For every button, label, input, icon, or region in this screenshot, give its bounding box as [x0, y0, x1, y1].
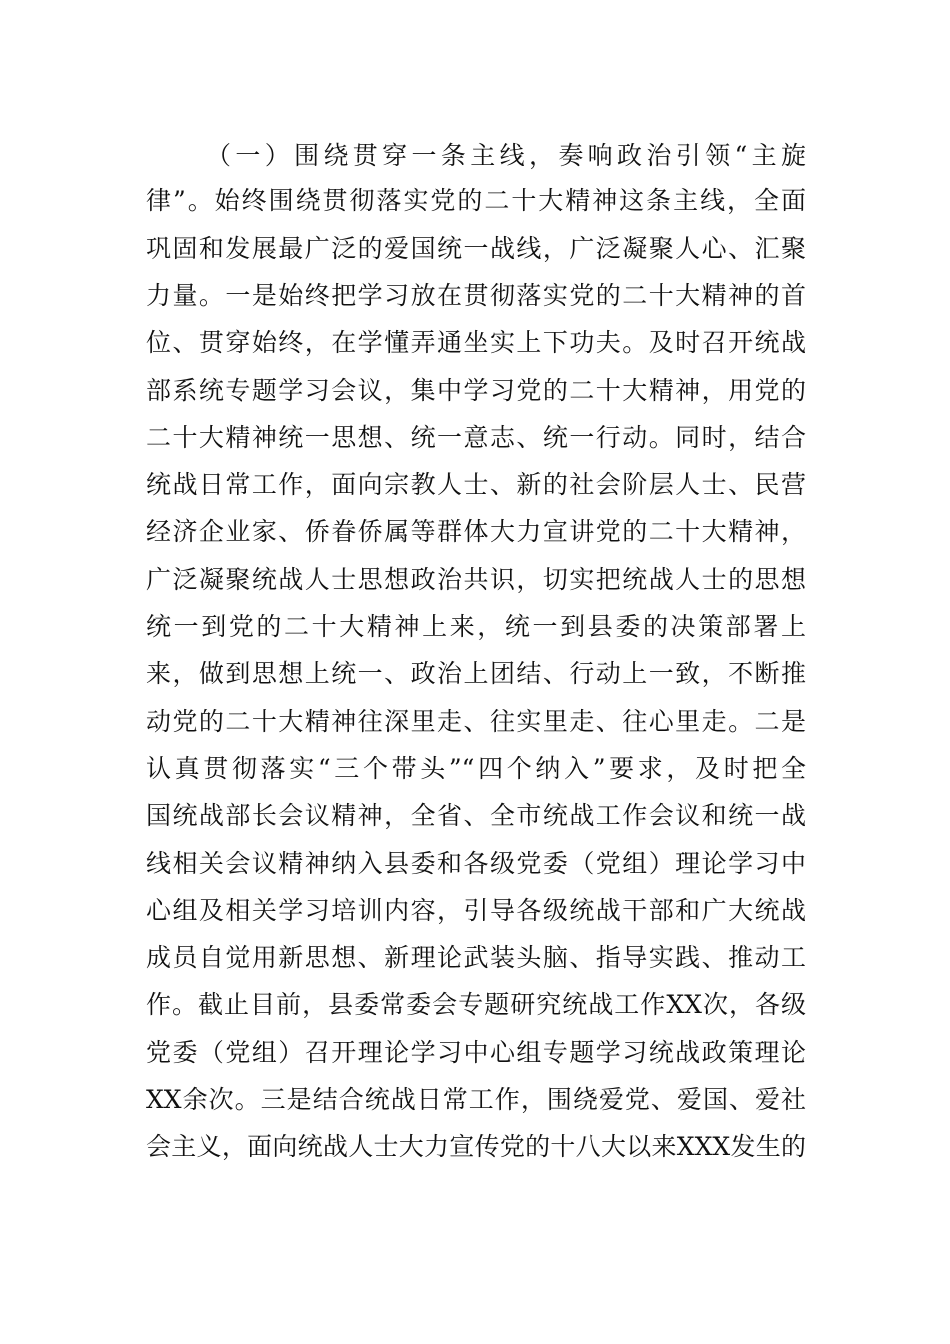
paragraph-line: 位、贯穿始终，在学懂弄通坐实上下功夫。及时召开统战	[146, 328, 806, 357]
paragraph-line: 心组及相关学习培训内容，引导各级统战干部和广大统战	[146, 896, 806, 925]
paragraph-line: 认真贯彻落实“三个带头”“四个纳入”要求，及时把全	[146, 754, 806, 783]
paragraph-line: 统一到党的二十大精神上来，统一到县委的决策部署上	[146, 612, 806, 641]
paragraph-line: 作。截止目前，县委常委会专题研究统战工作XX次，各级	[146, 990, 806, 1019]
paragraph-line: 广泛凝聚统战人士思想政治共识，切实把统战人士的思想	[146, 565, 806, 594]
paragraph-line: 成员自觉用新思想、新理论武装头脑、指导实践、推动工	[146, 943, 806, 972]
paragraph-line: 统战日常工作，面向宗教人士、新的社会阶层人士、民营	[146, 470, 806, 499]
paragraph-line: 会主义，面向统战人士大力宣传党的十八大以来XXX发生的	[146, 1132, 806, 1161]
paragraph-line: 国统战部长会议精神，全省、全市统战工作会议和统一战	[146, 801, 806, 830]
paragraph-line: 党委（党组）召开理论学习中心组专题学习统战政策理论	[146, 1038, 806, 1067]
paragraph-line: 动党的二十大精神往深里走、往实里走、往心里走。二是	[146, 707, 806, 736]
paragraph-line: XX余次。三是结合统战日常工作，围绕爱党、爱国、爱社	[146, 1085, 806, 1114]
paragraph-line: 经济企业家、侨眷侨属等群体大力宣讲党的二十大精神，	[146, 517, 806, 546]
paragraph-line: （一）围绕贯穿一条主线，奏响政治引领“主旋	[206, 141, 806, 170]
paragraph-line: 巩固和发展最广泛的爱国统一战线，广泛凝聚人心、汇聚	[146, 234, 806, 263]
paragraph-line: 来，做到思想上统一、政治上团结、行动上一致，不断推	[146, 659, 806, 688]
paragraph-line: 二十大精神统一思想、统一意志、统一行动。同时，结合	[146, 423, 806, 452]
paragraph-line: 线相关会议精神纳入县委和各级党委（党组）理论学习中	[146, 849, 806, 878]
paragraph-line: 部系统专题学习会议，集中学习党的二十大精神，用党的	[146, 376, 806, 405]
paragraph-line: 律”。始终围绕贯彻落实党的二十大精神这条主线，全面	[146, 186, 806, 215]
paragraph-line: 力量。一是始终把学习放在贯彻落实党的二十大精神的首	[146, 281, 806, 310]
